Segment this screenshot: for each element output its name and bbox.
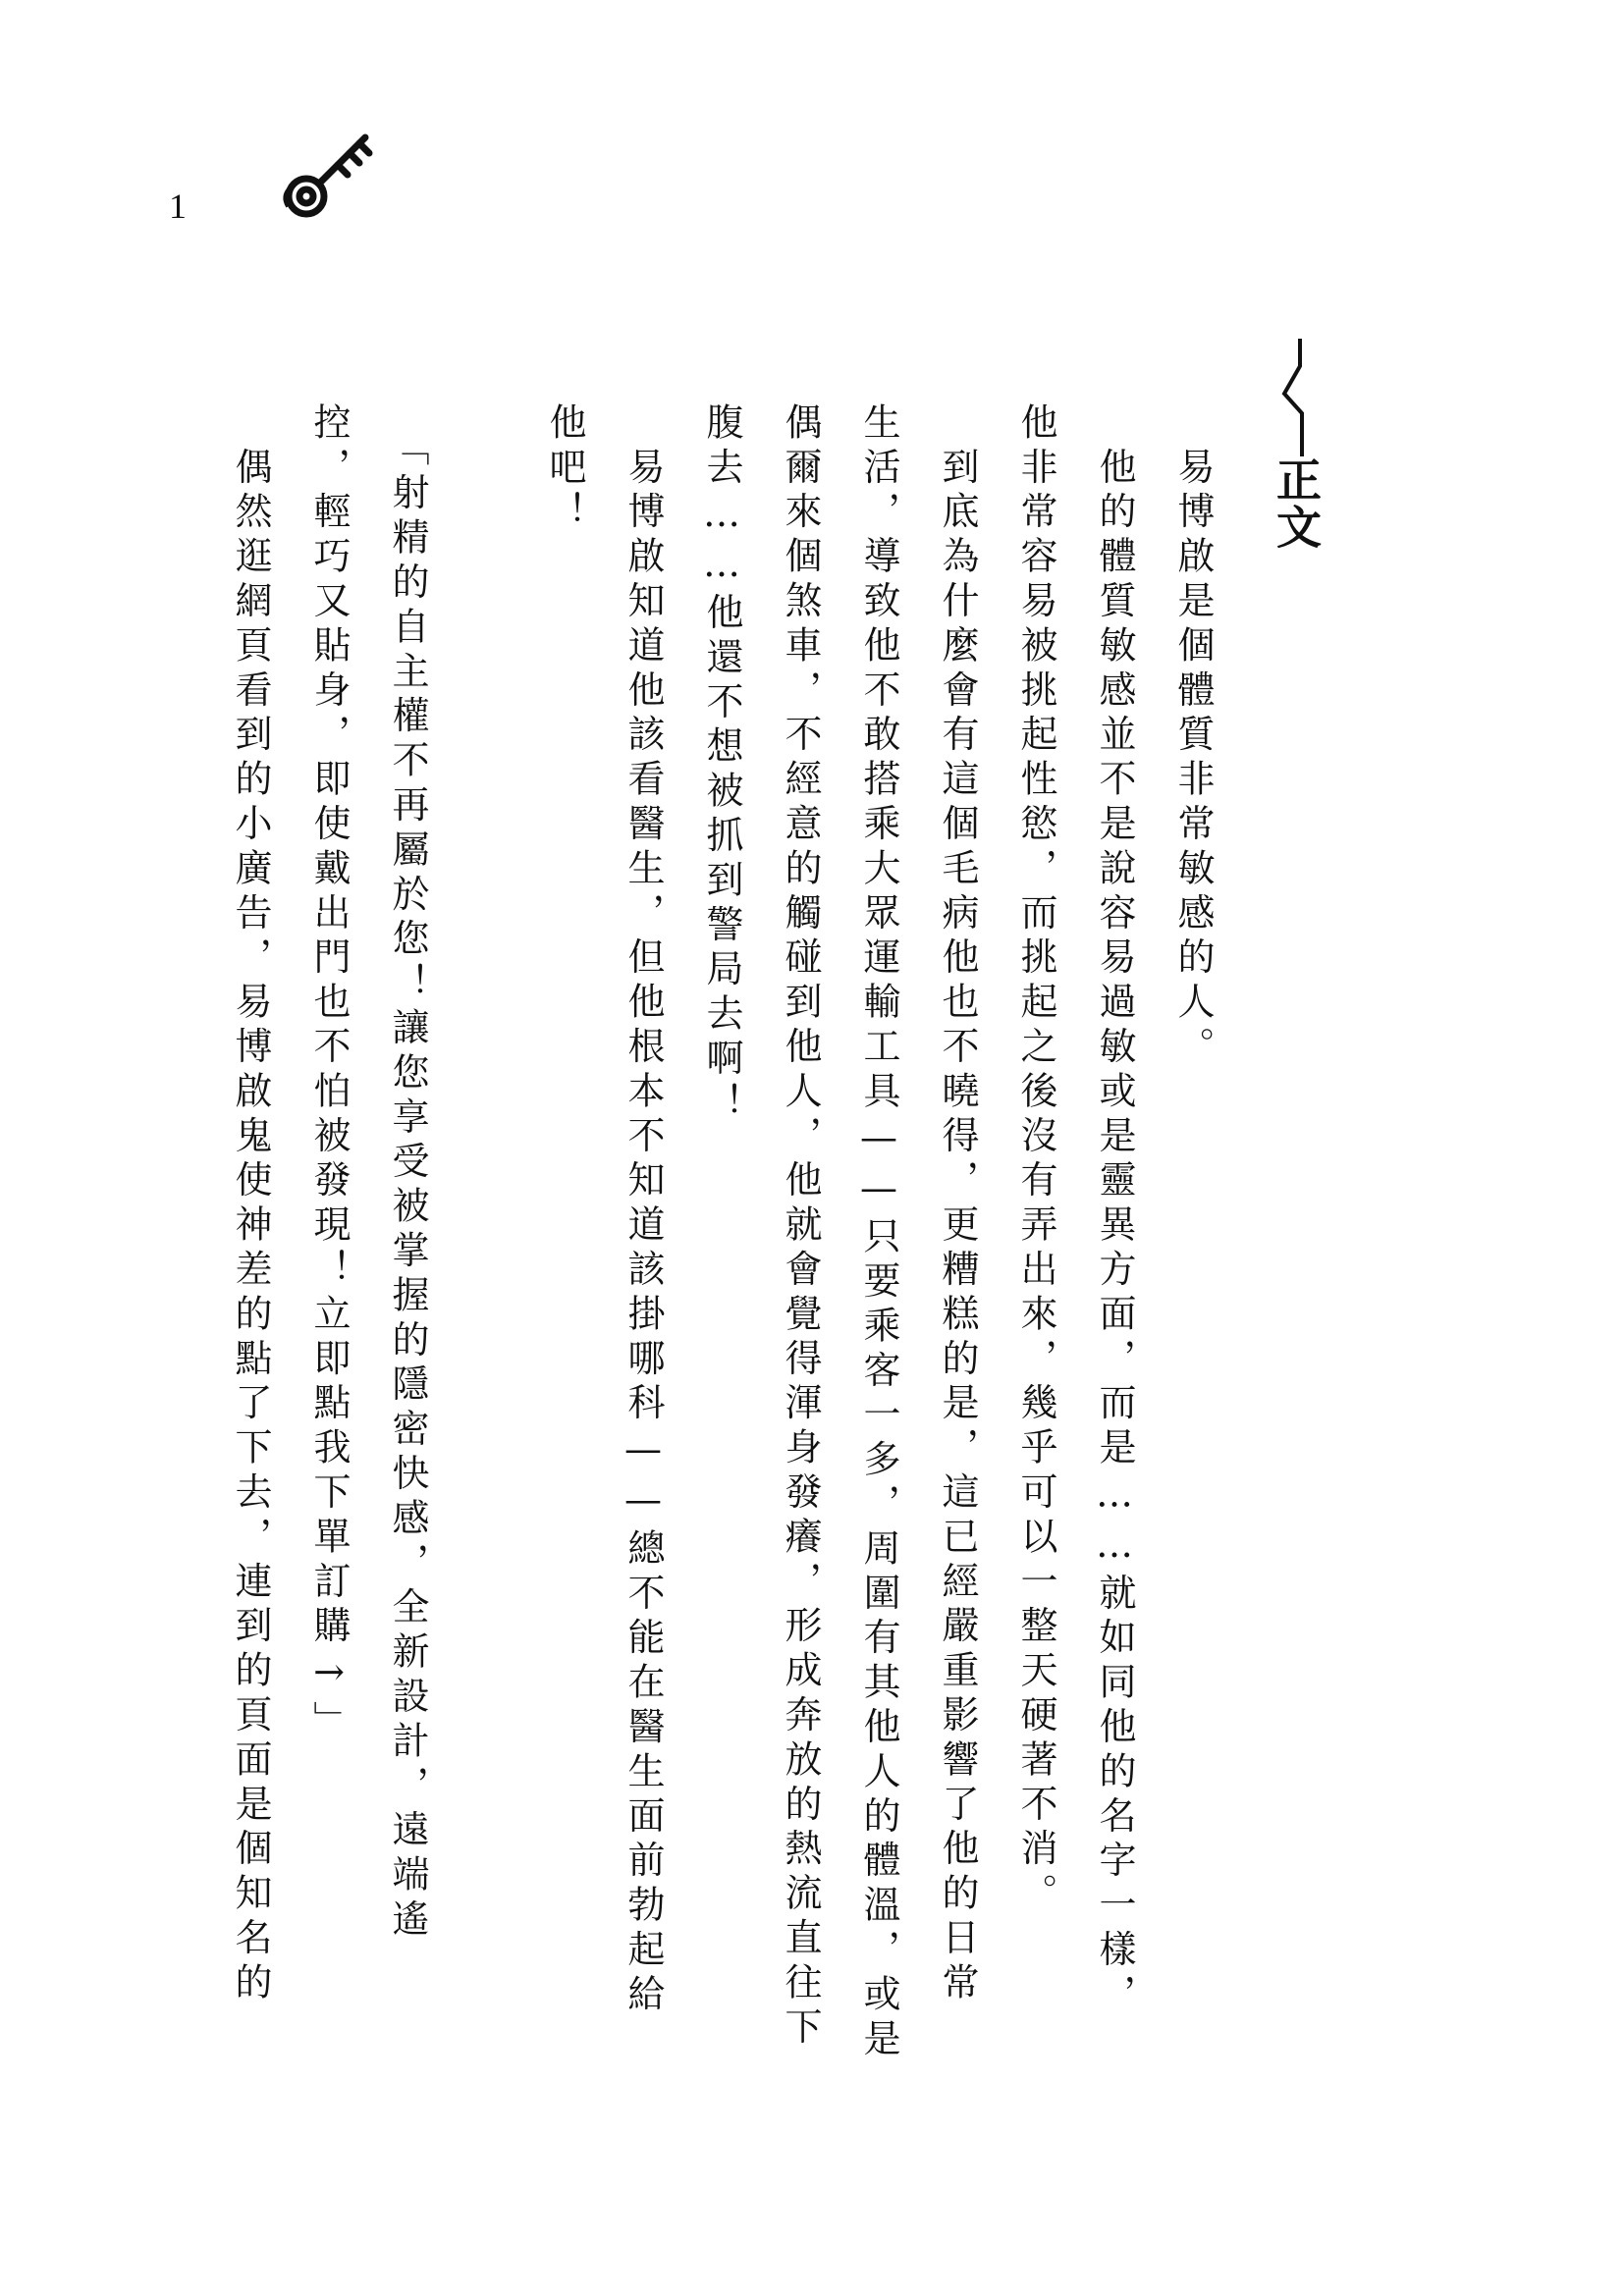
body-line-12: 偶然逛網頁看到的小廣告，易博啟鬼使神差的點了下去，連到的頁面是個知名的 bbox=[229, 402, 272, 2007]
body-line-3: 他非常容易被挑起性慾，而挑起之後沒有弄出來，幾乎可以一整天硬著不消。 bbox=[1014, 402, 1057, 1918]
body-line-11: 控，輕巧又貼身，即使戴出門也不怕被發現！立即點我下單訂購→」 bbox=[307, 402, 351, 1745]
heading-line-ornament bbox=[1271, 339, 1322, 456]
body-line-1: 易博啟是個體質非常敏感的人。 bbox=[1171, 402, 1215, 1071]
body-line-9: 他吧！ bbox=[543, 402, 586, 537]
body-line-6: 偶爾來個煞車，不經意的觸碰到他人，他就會覺得渾身發癢，形成奔放的熱流直往下 bbox=[779, 402, 822, 2052]
body-line-8: 易博啟知道他該看醫生，但他根本不知道該掛哪科——總不能在醫生面前勃起給 bbox=[622, 402, 665, 2019]
body-line-4: 到底為什麼會有這個毛病他也不曉得，更糟糕的是，這已經嚴重影響了他的日常 bbox=[936, 402, 979, 2007]
body-line-10: 「射精的自主權不再屬於您！讓您享受被掌握的隱密快感，全新設計，遠端遙 bbox=[386, 402, 429, 1944]
body-line-7: 腹去……他還不想被抓到警局去啊！ bbox=[700, 402, 743, 1128]
key-icon bbox=[277, 120, 385, 228]
chapter-heading bbox=[1267, 339, 1326, 551]
body-line-2: 他的體質敏感並不是說容易過敏或是靈異方面，而是……就如同他的名字一樣， bbox=[1093, 402, 1136, 2019]
page-number: 1 bbox=[169, 187, 187, 226]
body-line-5: 生活，導致他不敢搭乘大眾運輸工具——只要乘客一多，周圍有其他人的體溫，或是 bbox=[857, 402, 900, 2063]
chapter-title: 正文 bbox=[1270, 456, 1323, 551]
